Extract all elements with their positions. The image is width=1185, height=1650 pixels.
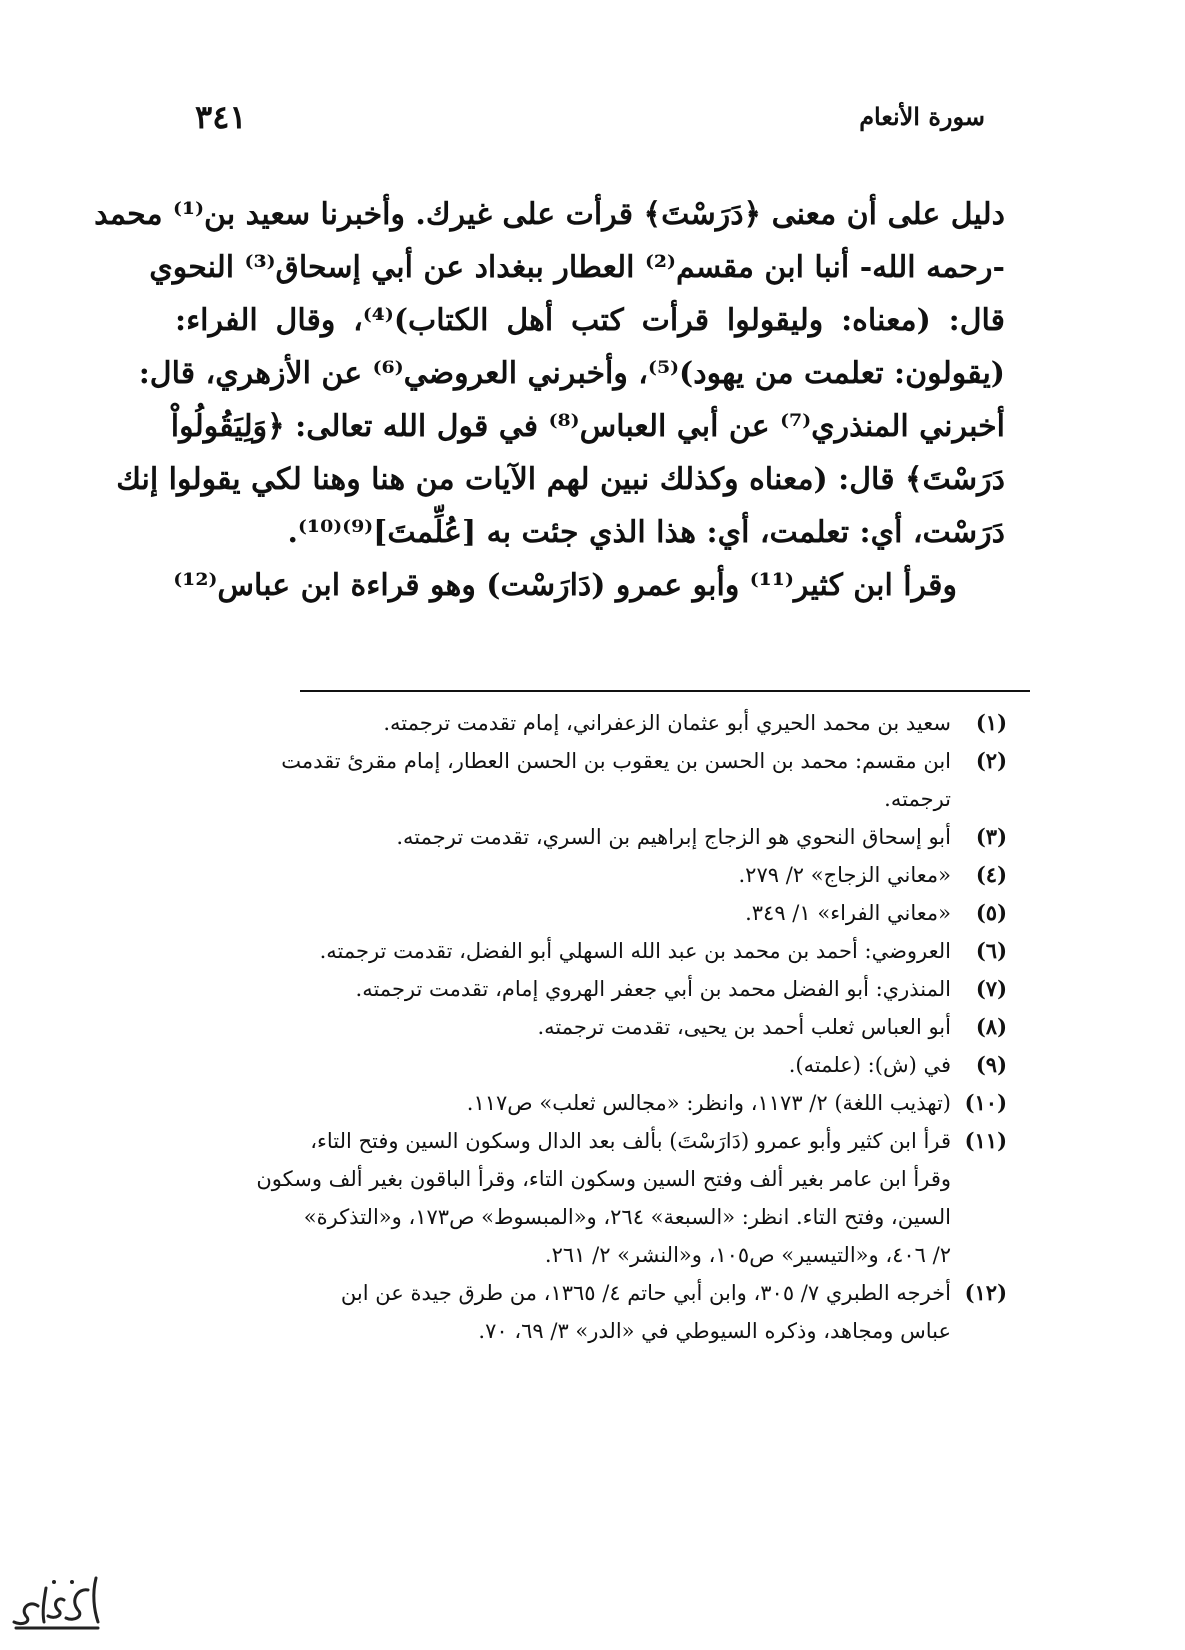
- footnote: [167, 742, 1007, 818]
- publisher-logo-icon: [8, 1570, 103, 1638]
- footnote-text: ٢/ ٤٠٦، و«التيسير» ص١٠٥، و«النشر» ٢/ ٢٦١.: [544, 1243, 951, 1267]
- text-line: وقرأ ابن كثير⁽¹¹⁾ وأبو عمرو (دَارَسْت) وهو قراءة ابن عباس⁽¹²⁾: [173, 568, 957, 603]
- footnote-text: ابن مقسم: محمد بن الحسن بن يعقوب بن الحسن العطار، إمام مقرئ تقدمت: [281, 749, 951, 773]
- footnote: [167, 1122, 1007, 1274]
- footnote: [167, 932, 1007, 970]
- footnote-text: قرأ ابن كثير وأبو عمرو (دَارَسْتَ) بألف بعد الدال وسكون السين وفتح التاء،: [310, 1129, 951, 1153]
- footnote-number: (٧): [975, 976, 1007, 1001]
- footnote-text: السين، وفتح التاء. انظر: «السبعة» ٢٦٤، و«المبسوط» ص١٧٣، و«التذكرة»: [303, 1205, 951, 1229]
- text-line: -رحمه الله- أنبا ابن مقسم⁽²⁾ العطار ببغداد عن أبي إسحاق⁽³⁾ النحوي: [149, 250, 1005, 285]
- footnote-text: المنذري: أبو الفضل محمد بن أبي جعفر الهروي إمام، تقدمت ترجمته.: [355, 977, 951, 1001]
- text-line: (يقولون: تعلمت من يهود)⁽⁵⁾، وأخبرني العروضي⁽⁶⁾ عن الأزهري، قال:: [138, 356, 1005, 391]
- footnote-text: عباس ومجاهد، وذكره السيوطي في «الدر» ٣/ ٦٩، ٧٠.: [478, 1319, 951, 1343]
- footnote-number: (٨): [975, 1014, 1007, 1039]
- footnote-text: ترجمته.: [884, 787, 951, 811]
- footnote-text: أبو العباس ثعلب أحمد بن يحيى، تقدمت ترجمته.: [537, 1015, 951, 1039]
- text-line: أخبرني المنذري⁽⁷⁾ عن أبي العباس⁽⁸⁾ في قول الله تعالى: ﴿وَلِيَقُولُواْ: [170, 409, 1005, 444]
- footnote-divider: [300, 690, 1030, 692]
- page-number: ٣٤١: [195, 98, 247, 136]
- footnote-number: (١١): [964, 1128, 1007, 1153]
- footnote: [167, 1046, 1007, 1084]
- footnote: [167, 1274, 1007, 1350]
- footnote-number: (١): [975, 710, 1007, 735]
- footnote-text: وقرأ ابن عامر بغير ألف وفتح السين وسكون التاء، وقرأ الباقون بغير ألف وسكون: [256, 1167, 951, 1191]
- footnote-number: (٢): [975, 748, 1007, 773]
- footnote-text: «معاني الزجاج» ٢/ ٢٧٩.: [738, 863, 951, 887]
- text-line: دَرَسْتَ﴾ قال: (معناه وكذلك نبين لهم الآيات من هنا وهنا لكي يقولوا إنك: [116, 462, 1005, 497]
- footnote-text: العروضي: أحمد بن محمد بن عبد الله السهلي أبو الفضل، تقدمت ترجمته.: [319, 939, 951, 963]
- footnote-number: (٥): [975, 900, 1007, 925]
- footnote-text: في (ش): (علمته).: [788, 1053, 951, 1077]
- text-line: قال: (معناه: وليقولوا قرأت كتب أهل الكتاب)⁽⁴⁾، وقال الفراء:: [175, 303, 1005, 338]
- footnote: [167, 856, 1007, 894]
- footnote-number: (٦): [975, 938, 1007, 963]
- footnote: [167, 970, 1007, 1008]
- main-text: [94, 188, 1005, 612]
- footnote-text: أخرجه الطبري ٧/ ٣٠٥، وابن أبي حاتم ٤/ ١٣٦٥، من طرق جيدة عن ابن: [340, 1281, 951, 1305]
- footnote: [167, 1084, 1007, 1122]
- footnote-number: (١٢): [964, 1280, 1007, 1305]
- footnote-text: أبو إسحاق النحوي هو الزجاج إبراهيم بن السري، تقدمت ترجمته.: [396, 825, 951, 849]
- footnote-text: «معاني الفراء» ١/ ٣٤٩.: [745, 901, 951, 925]
- footnote-number: (١٠): [964, 1090, 1007, 1115]
- footnote-text: (تهذيب اللغة) ٢/ ١١٧٣، وانظر: «مجالس ثعلب» ص١١٧.: [466, 1091, 951, 1115]
- footnote-number: (٤): [975, 862, 1007, 887]
- footnote: [167, 818, 1007, 856]
- text-line: دَرَسْت، أي: تعلمت، أي: هذا الذي جئت به [عُلِّمتَ]⁽⁹⁾⁽¹⁰⁾.: [287, 515, 1005, 550]
- footnote-number: (٩): [975, 1052, 1007, 1077]
- footnote-number: (٣): [975, 824, 1007, 849]
- page-header: [195, 98, 985, 142]
- footnote: [167, 704, 1007, 742]
- footnote: [167, 894, 1007, 932]
- footnote-text: سعيد بن محمد الحيري أبو عثمان الزعفراني، إمام تقدمت ترجمته.: [383, 711, 951, 735]
- footnotes: [167, 704, 1007, 1350]
- text-line: دليل على أن معنى ﴿دَرَسْتَ﴾ قرأت على غيرك. وأخبرنا سعيد بن⁽¹⁾ محمد: [94, 197, 1005, 232]
- surah-title: سورة الأنعام: [859, 102, 985, 131]
- footnote: [167, 1008, 1007, 1046]
